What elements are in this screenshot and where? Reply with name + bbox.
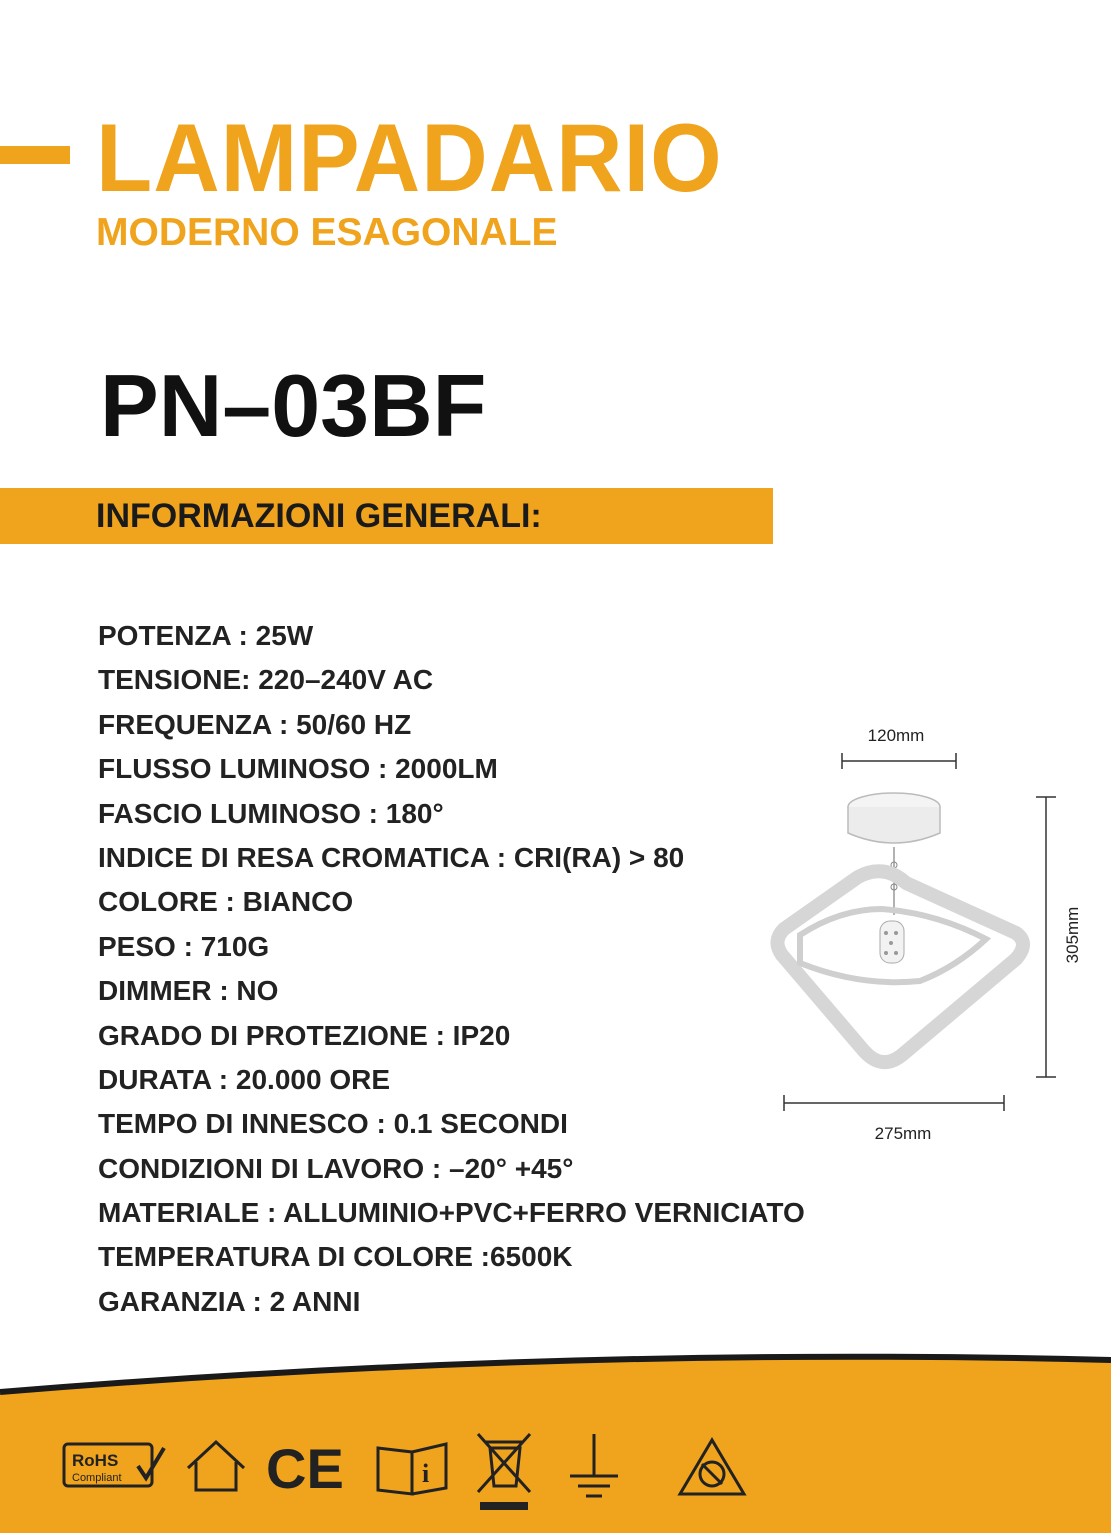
accent-dash bbox=[0, 146, 70, 164]
indoor-house-icon bbox=[188, 1442, 244, 1490]
spec-item: TEMPERATURA DI COLORE :6500K bbox=[98, 1241, 573, 1273]
lamp-dimension-drawing bbox=[760, 715, 1100, 1155]
dim-top-line bbox=[842, 753, 956, 769]
ground-icon bbox=[570, 1434, 618, 1496]
rohs-sub-label: Compliant bbox=[72, 1472, 122, 1484]
certification-icons bbox=[60, 1420, 760, 1520]
dim-bottom-width: 275mm bbox=[874, 1124, 932, 1143]
spec-list bbox=[98, 614, 805, 1324]
spec-item: CONDIZIONI DI LAVORO : –20° +45° bbox=[98, 1152, 574, 1184]
spec-item: FASCIO LUMINOSO : 180° bbox=[98, 797, 444, 829]
lamp-canopy bbox=[848, 793, 940, 843]
spec-item: DIMMER : NO bbox=[98, 975, 279, 1007]
weee-bin-icon bbox=[478, 1434, 530, 1510]
spec-item: POTENZA : 25W bbox=[98, 620, 314, 651]
spec-item: TENSIONE: 220–240V AC bbox=[98, 664, 434, 696]
page-subtitle: MODERNO ESAGONALE bbox=[96, 211, 558, 254]
svg-text:i: i bbox=[422, 1459, 430, 1488]
rohs-label: RoHS bbox=[72, 1451, 119, 1470]
ce-mark-icon: CE bbox=[266, 1437, 344, 1500]
dim-top-width: 120mm bbox=[867, 726, 925, 745]
dim-bottom-line bbox=[784, 1095, 1004, 1111]
spec-item: FLUSSO LUMINOSO : 2000LM bbox=[98, 753, 498, 785]
dim-height: 305mm bbox=[1063, 906, 1082, 964]
manual-info-icon bbox=[378, 1444, 446, 1494]
spec-item: MATERIALE : ALLUMINIO+PVC+FERRO VERNICIATO bbox=[98, 1197, 805, 1229]
spec-item: TEMPO DI INNESCO : 0.1 SECONDI bbox=[98, 1108, 568, 1140]
spec-item: GRADO DI PROTEZIONE : IP20 bbox=[98, 1019, 511, 1051]
dim-height-line bbox=[1036, 797, 1056, 1077]
page-title: LAMPADARIO bbox=[96, 104, 723, 212]
lamp-bulb bbox=[880, 921, 904, 963]
spec-item: COLORE : BIANCO bbox=[98, 886, 354, 918]
spec-item: GARANZIA : 2 ANNI bbox=[98, 1285, 361, 1317]
spec-item: PESO : 710G bbox=[98, 930, 270, 962]
section-title: INFORMAZIONI GENERALI: bbox=[96, 497, 542, 535]
no-insulation-cover-icon bbox=[680, 1440, 744, 1494]
spec-item: DURATA : 20.000 ORE bbox=[98, 1063, 390, 1095]
spec-item: INDICE DI RESA CROMATICA : CRI(RA) > 80 bbox=[98, 841, 685, 873]
spec-item: FREQUENZA : 50/60 HZ bbox=[98, 708, 412, 740]
rohs-icon bbox=[64, 1444, 164, 1486]
model-code: PN–03BF bbox=[100, 356, 487, 455]
